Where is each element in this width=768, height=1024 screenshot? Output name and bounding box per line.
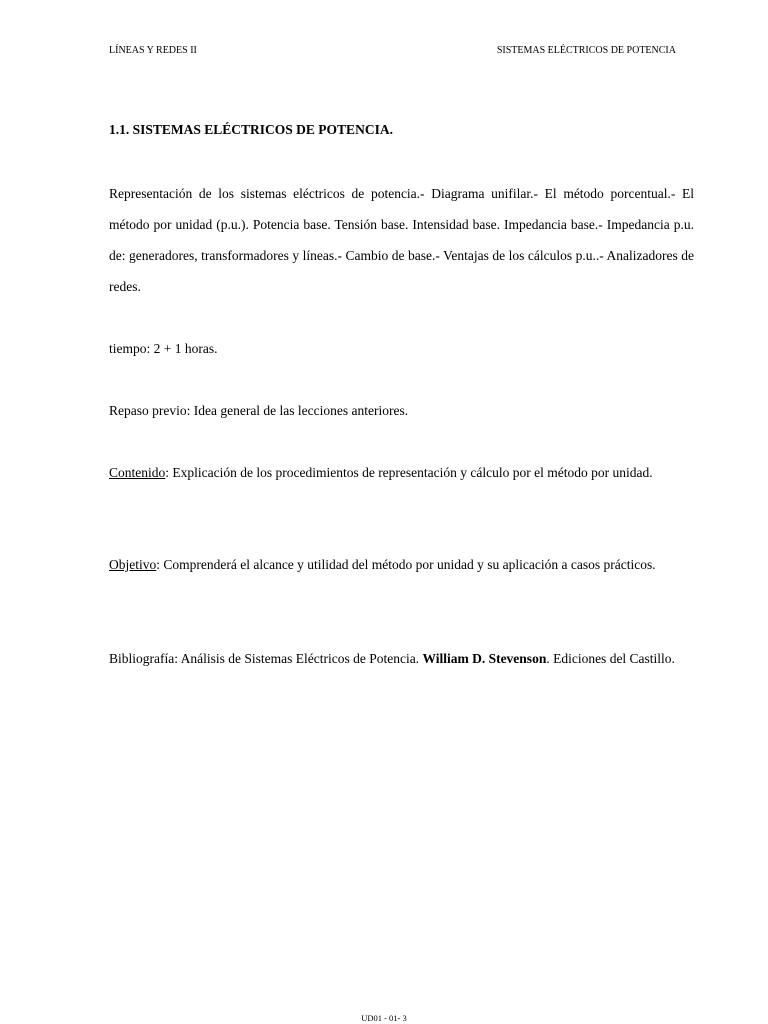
contenido-label: Contenido xyxy=(109,465,166,480)
running-header-left: LÍNEAS Y REDES II xyxy=(109,45,197,56)
section-title: 1.1. SISTEMAS ELÉCTRICOS DE POTENCIA. xyxy=(109,122,393,137)
tiempo-paragraph: tiempo: 2 + 1 horas. xyxy=(109,341,218,356)
description-paragraph: Representación de los sistemas eléctricos de potencia.- Diagrama unifilar.- El método porcentual.- El método por unidad (p.u.). Potencia base. Tensión base. Intensidad base. Impedancia base.- Impedancia p.u. de: generadores, transformadores y líneas.- Cambio de base.- Ventajas de los cálculos p.u..- Analizadores de redes. xyxy=(109,186,694,294)
bibliografia-paragraph xyxy=(109,643,694,674)
contenido-paragraph xyxy=(109,457,694,488)
page-footer: UD01 - 01- 3 xyxy=(361,1013,407,1023)
bibliografia-author: William D. Stevenson xyxy=(422,651,547,666)
contenido-text: : Explicación de los procedimientos de representación y cálculo por el método por unidad. xyxy=(165,465,653,480)
objetivo-label: Objetivo xyxy=(109,557,157,572)
repaso-paragraph: Repaso previo: Idea general de las lecciones anteriores. xyxy=(109,403,409,418)
bibliografia-suffix: . Ediciones del Castillo. xyxy=(546,651,675,666)
running-header-right: SISTEMAS ELÉCTRICOS DE POTENCIA xyxy=(496,45,676,56)
objetivo-paragraph xyxy=(109,549,694,580)
objetivo-text: : Comprenderá el alcance y utilidad del método por unidad y su aplicación a casos prácticos. xyxy=(156,557,656,572)
bibliografia-prefix: Bibliografía: Análisis de Sistemas Eléctricos de Potencia. xyxy=(109,651,423,666)
